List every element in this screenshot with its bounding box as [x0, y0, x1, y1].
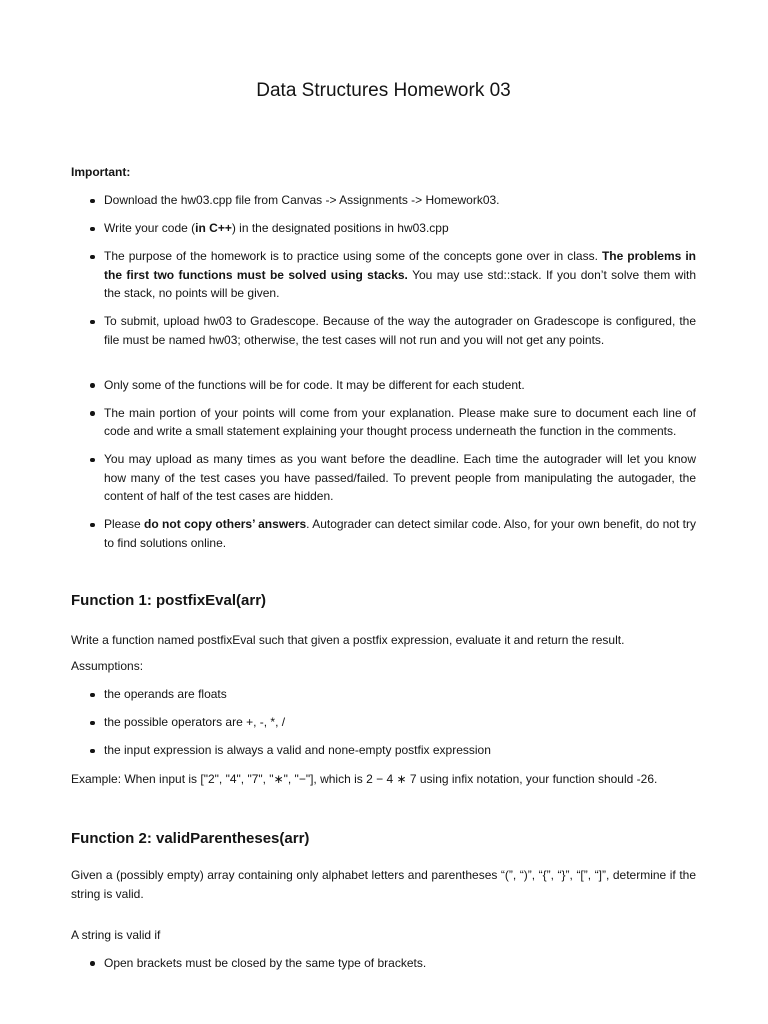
- instruction-text: [104, 219, 696, 238]
- function1-heading: Function 1: postfixEval(arr): [71, 592, 267, 609]
- instruction-item-language: [71, 219, 696, 238]
- instruction-item-download: [71, 191, 696, 210]
- bullet-icon: [90, 961, 95, 966]
- instruction-text-tail: . Autograder can detect similar code. Also, for your own benefit, do not try to find solutions online.: [104, 517, 696, 550]
- document-body: [71, 0, 696, 972]
- validity-rule-text: Open brackets must be closed by the same type of brackets.: [104, 955, 427, 970]
- bullet-icon: [90, 749, 95, 754]
- instruction-text: Download the hw03.cpp file from Canvas -> Assignments -> Homework03.: [104, 193, 500, 207]
- instruction-item-explanation: [71, 404, 696, 441]
- instruction-text-lead: Please: [104, 517, 145, 531]
- instruction-item-purpose: [71, 247, 696, 303]
- bullet-icon: [90, 693, 95, 698]
- instruction-item-uploads: [71, 450, 696, 506]
- instruction-text: To submit, upload hw03 to Gradescope. Because of the way the autograder on Gradescope is configured, the file must be named hw03; otherwise, the test cases will not run and you will not get any points.: [104, 314, 696, 347]
- bullet-icon: [90, 383, 95, 388]
- bullet-icon: [90, 721, 95, 726]
- assumption-item-input: [71, 741, 696, 760]
- instruction-text: You may upload as many times as you want before the deadline. Each time the autograder will let you know how many of the test cases you have passed/failed. To prevent people from manipulating the autogader, the content of half of the test cases are hidden.: [104, 452, 696, 503]
- instruction-text-emphasis: do not copy others’ answers: [144, 517, 307, 531]
- assumptions-list: [71, 685, 696, 760]
- validity-label: A string is valid if: [71, 927, 161, 942]
- assumptions-label: Assumptions:: [71, 659, 144, 673]
- assumption-item-operands: [71, 685, 696, 704]
- function2-heading: Function 2: validParentheses(arr): [71, 829, 310, 847]
- instruction-item-academic-integrity: [71, 515, 696, 552]
- function2-description: Given a (possibly empty) array containing only alphabet letters and parentheses “(”, “)”, “{”, “}”, “[”, “]”, determine if the string is valid.: [71, 868, 696, 901]
- instruction-text: Only some of the functions will be for code. It may be different for each student.: [104, 377, 525, 392]
- bullet-icon: [90, 199, 95, 204]
- important-label: Important:: [71, 165, 131, 179]
- instruction-text: [104, 515, 696, 552]
- assumption-item-operators: [71, 713, 696, 732]
- document-title: Data Structures Homework 03: [256, 80, 511, 101]
- validity-rule-item: [71, 954, 696, 973]
- instruction-item-submission: [71, 312, 696, 349]
- instruction-text-tail: ) in the designated positions in hw03.cpp: [231, 221, 449, 235]
- assumption-text: the operands are floats: [104, 687, 227, 701]
- bullet-icon: [90, 411, 95, 416]
- validity-rules-list: [71, 954, 696, 973]
- function1-description: Write a function named postfixEval such that given a postfix expression, evaluate it and return the result.: [71, 633, 625, 647]
- assumption-text: the possible operators are +, -, *, /: [104, 715, 286, 729]
- important-list: [71, 191, 696, 552]
- instruction-text-emphasis: in C++: [195, 221, 232, 235]
- bullet-icon: [90, 227, 95, 232]
- assumption-text: the input expression is always a valid and none-empty postfix expression: [104, 743, 491, 757]
- bullet-icon: [90, 523, 95, 528]
- instruction-text-emphasis: The problems in the first two functions must be solved using stacks.: [104, 249, 696, 282]
- instruction-text: [104, 247, 696, 303]
- bullet-icon: [90, 458, 95, 463]
- instruction-text-lead: Write your code (: [104, 221, 196, 235]
- instruction-text-tail: You may use std::stack. If you don’t solve them with the stack, no points will be given.: [104, 267, 696, 300]
- bullet-icon: [90, 320, 95, 325]
- bullet-icon: [90, 255, 95, 260]
- function1-example: Example: When input is ["2", "4", "7", "∗", "−"], which is 2 − 4 ∗ 7 using infix notation, your function should -26.: [71, 772, 658, 786]
- instruction-text: The main portion of your points will come from your explanation. Please make sure to document each line of code and write a small statement explaining your thought process underneath the function in the comments.: [104, 405, 696, 438]
- instruction-item-coding-scope: [71, 376, 696, 395]
- instruction-text-lead: The purpose of the homework is to practice using some of the concepts gone over in class.: [104, 249, 602, 263]
